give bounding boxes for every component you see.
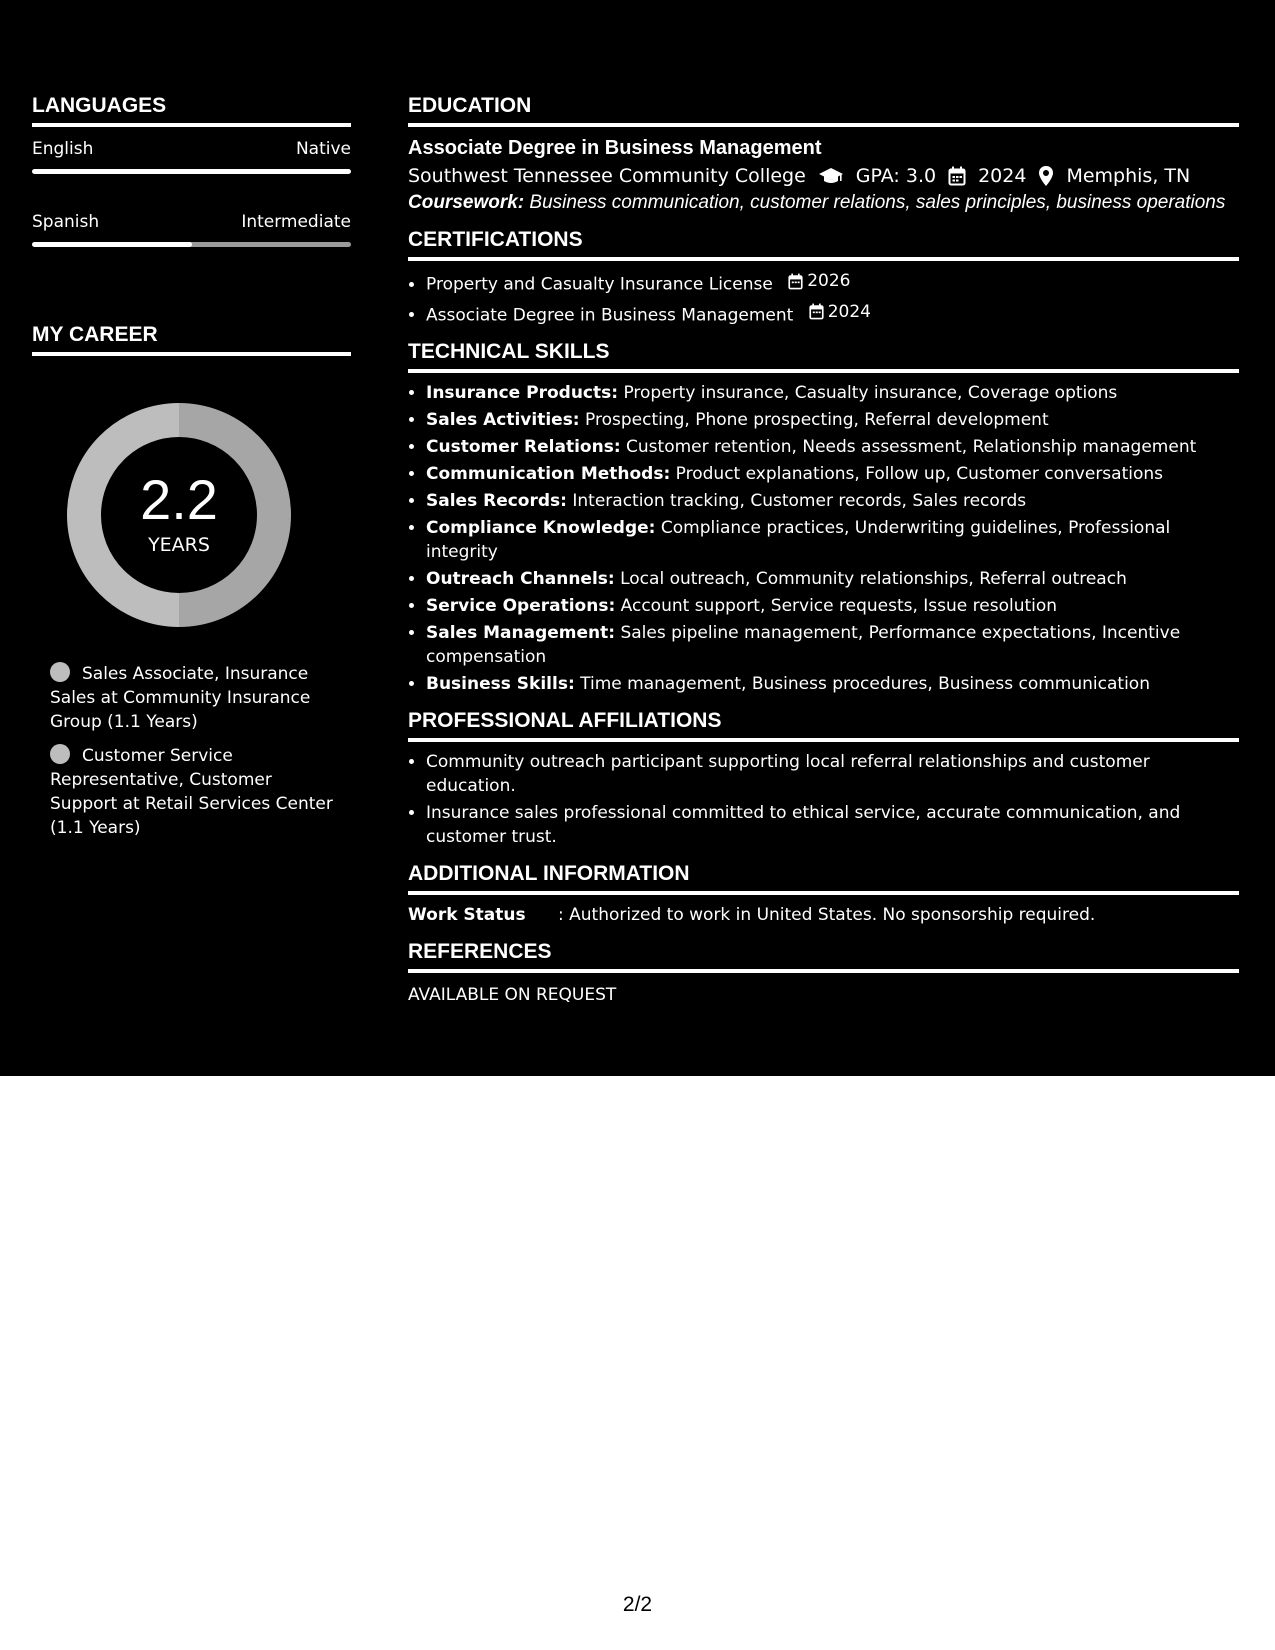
skill-item bbox=[426, 381, 1239, 405]
skill-item bbox=[426, 489, 1239, 513]
skill-text: Compliance practices, Underwriting guidelines, Professional integrity bbox=[426, 518, 1171, 562]
language-proficiency-bar bbox=[32, 169, 351, 174]
location-pin-icon bbox=[1038, 165, 1054, 187]
bullet-dot-icon bbox=[50, 662, 70, 682]
skill-item bbox=[426, 408, 1239, 432]
affiliation-item: • Insurance sales professional committed to ethical service, accurate communication, and customer trust. bbox=[426, 801, 1239, 849]
skill-label: Outreach Channels: bbox=[426, 569, 615, 589]
certification-date bbox=[788, 269, 850, 293]
sidebar bbox=[32, 94, 351, 850]
skills-heading: TECHNICAL SKILLS bbox=[408, 340, 1239, 373]
language-proficiency-fill bbox=[32, 169, 351, 174]
skill-label: Business Skills: bbox=[426, 674, 575, 694]
skill-item bbox=[426, 516, 1239, 564]
language-level: Native bbox=[295, 139, 351, 159]
certifications-list bbox=[408, 269, 1239, 327]
skill-text: Property insurance, Casualty insurance, Coverage options bbox=[623, 383, 1118, 403]
career-item bbox=[50, 662, 340, 734]
references-heading: REFERENCES bbox=[408, 940, 1239, 973]
affiliations-section bbox=[408, 709, 1239, 849]
skill-label: Service Operations: bbox=[426, 596, 616, 616]
gpa: GPA: 3.0 bbox=[855, 165, 937, 187]
school-location: Memphis, TN bbox=[1066, 165, 1191, 187]
affiliation-item: • Community outreach participant supporting local referral relationships and customer education. bbox=[426, 750, 1239, 798]
education-section bbox=[408, 94, 1239, 215]
skill-text: Account support, Service requests, Issue resolution bbox=[620, 596, 1058, 616]
skills-section bbox=[408, 340, 1239, 696]
language-level: Intermediate bbox=[241, 212, 351, 232]
graduation-year: 2024 bbox=[978, 165, 1027, 187]
skill-text: Sales pipeline management, Performance expectations, Incentive compensation bbox=[426, 623, 1181, 667]
calendar-icon bbox=[788, 273, 803, 290]
language-item-spanish bbox=[32, 211, 351, 247]
certification-year: 2026 bbox=[807, 271, 851, 291]
skills-list bbox=[408, 381, 1239, 696]
main-content bbox=[408, 94, 1239, 1020]
language-name: English bbox=[32, 139, 94, 159]
skill-label: Sales Activities: bbox=[426, 410, 580, 430]
skill-text: Time management, Business procedures, Business communication bbox=[580, 674, 1150, 694]
skill-item bbox=[426, 435, 1239, 459]
skill-text: Product explanations, Follow up, Customer conversations bbox=[675, 464, 1164, 484]
language-proficiency-fill bbox=[32, 242, 192, 247]
skill-item bbox=[426, 621, 1239, 669]
skill-label: Sales Records: bbox=[426, 491, 567, 511]
career-donut-chart bbox=[66, 402, 292, 628]
skill-label: Insurance Products: bbox=[426, 383, 619, 403]
certifications-heading: CERTIFICATIONS bbox=[408, 228, 1239, 261]
education-heading: EDUCATION bbox=[408, 94, 1239, 127]
skill-label: Customer Relations: bbox=[426, 437, 621, 457]
references-text: AVAILABLE ON REQUEST bbox=[408, 985, 617, 1005]
calendar-icon bbox=[948, 166, 966, 186]
skill-item bbox=[426, 672, 1239, 696]
references-section bbox=[408, 940, 1239, 1007]
graduation-cap-icon bbox=[818, 166, 844, 186]
skill-item bbox=[426, 462, 1239, 486]
language-item-english bbox=[32, 138, 351, 174]
career-item bbox=[50, 744, 340, 840]
languages-heading: LANGUAGES bbox=[32, 94, 351, 127]
affiliations-list bbox=[408, 750, 1239, 849]
certification-name: Associate Degree in Business Management bbox=[426, 305, 794, 325]
skill-item bbox=[426, 567, 1239, 591]
coursework bbox=[408, 191, 1239, 215]
education-details bbox=[408, 161, 1239, 191]
work-status-value: : Authorized to work in United States. No sponsorship required. bbox=[558, 905, 1096, 925]
page-number: 2/2 bbox=[622, 1593, 653, 1616]
career-years-unit: YEARS bbox=[148, 534, 210, 556]
affiliations-heading: PROFESSIONAL AFFILIATIONS bbox=[408, 709, 1239, 742]
skill-label: Communication Methods: bbox=[426, 464, 671, 484]
work-status-label: Work Status bbox=[408, 905, 526, 925]
career-total-years: 2.2 bbox=[140, 468, 218, 531]
career-heading: MY CAREER bbox=[32, 323, 351, 356]
career-item-text: Customer Service Representative, Customer Support at Retail Services Center (1.1 Years) bbox=[50, 746, 333, 838]
work-status-row bbox=[408, 903, 1239, 927]
skill-text: Prospecting, Phone prospecting, Referral development bbox=[585, 410, 1049, 430]
degree-title: Associate Degree in Business Management bbox=[408, 137, 822, 159]
career-item-text: Sales Associate, Insurance Sales at Community Insurance Group (1.1 Years) bbox=[50, 664, 311, 732]
certification-item bbox=[426, 269, 1239, 297]
language-proficiency-bar bbox=[32, 242, 351, 247]
calendar-icon bbox=[809, 303, 824, 320]
skill-label: Compliance Knowledge: bbox=[426, 518, 656, 538]
skill-label: Sales Management: bbox=[426, 623, 616, 643]
skill-item bbox=[426, 594, 1239, 618]
certification-item bbox=[426, 300, 1239, 328]
certification-year: 2024 bbox=[827, 301, 871, 322]
career-list bbox=[50, 662, 340, 840]
bullet-dot-icon bbox=[50, 744, 70, 764]
certifications-section bbox=[408, 228, 1239, 327]
additional-info-heading: ADDITIONAL INFORMATION bbox=[408, 862, 1239, 895]
skill-text: Customer retention, Needs assessment, Relationship management bbox=[626, 437, 1197, 457]
additional-info-section bbox=[408, 862, 1239, 927]
coursework-label: Coursework: bbox=[408, 192, 525, 213]
skill-text: Interaction tracking, Customer records, Sales records bbox=[572, 491, 1027, 511]
skill-text: Local outreach, Community relationships, Referral outreach bbox=[620, 569, 1127, 589]
certification-name: Property and Casualty Insurance License bbox=[426, 274, 773, 295]
certification-date bbox=[809, 300, 871, 324]
school-name: Southwest Tennessee Community College bbox=[408, 165, 806, 187]
language-name: Spanish bbox=[32, 212, 100, 232]
coursework-text: Business communication, customer relations, sales principles, business operations bbox=[529, 192, 1226, 213]
